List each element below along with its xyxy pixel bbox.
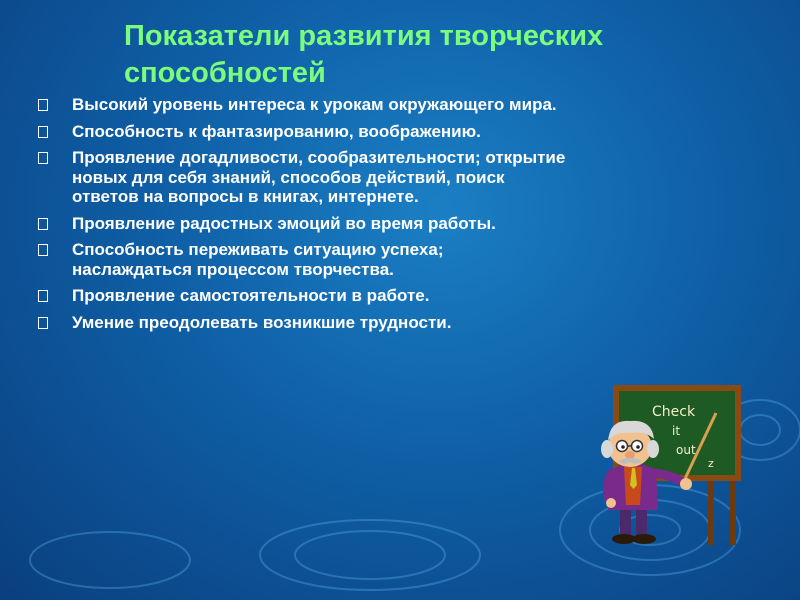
chalk-mark: z xyxy=(708,457,714,470)
bullet-text: Проявление догадливости, сообразительности; открытие новых для себя знаний, способов действий, поиск ответов на вопросы в книгах, интернете. xyxy=(72,148,566,206)
bullet-item xyxy=(38,95,568,115)
bullet-list xyxy=(38,95,568,339)
chalk-word-check: Check xyxy=(652,404,696,420)
slide-title: Показатели развития творческих способностей xyxy=(124,20,604,89)
bullet-icon xyxy=(38,317,48,329)
bullet-item xyxy=(38,240,568,279)
bullet-icon xyxy=(38,126,48,138)
teacher-chalkboard-illustration xyxy=(580,375,745,550)
bullet-icon xyxy=(38,290,48,302)
bullet-text: Проявление самостоятельности в работе. xyxy=(72,286,430,305)
chalk-word-out: out xyxy=(676,443,696,457)
bullet-icon xyxy=(38,152,48,164)
bullet-text: Проявление радостных эмоций во время работы. xyxy=(72,213,496,233)
bullet-item xyxy=(38,122,568,142)
bullet-text: Способность переживать ситуацию успеха; наслаждаться процессом творчества. xyxy=(72,240,444,279)
bullet-item xyxy=(38,286,568,306)
bullet-icon xyxy=(38,218,48,230)
bullet-text: Высокий уровень интереса к урокам окружающего мира. xyxy=(72,95,557,114)
bullet-item xyxy=(38,214,568,234)
chalk-word-it: it xyxy=(672,424,681,438)
bullet-icon xyxy=(38,244,48,256)
bullet-item xyxy=(38,313,568,333)
bullet-icon xyxy=(38,99,48,111)
bullet-item xyxy=(38,148,568,207)
bullet-text: Способность к фантазированию, воображению. xyxy=(72,121,481,141)
bullet-text: Умение преодолевать возникшие трудности. xyxy=(72,312,452,332)
